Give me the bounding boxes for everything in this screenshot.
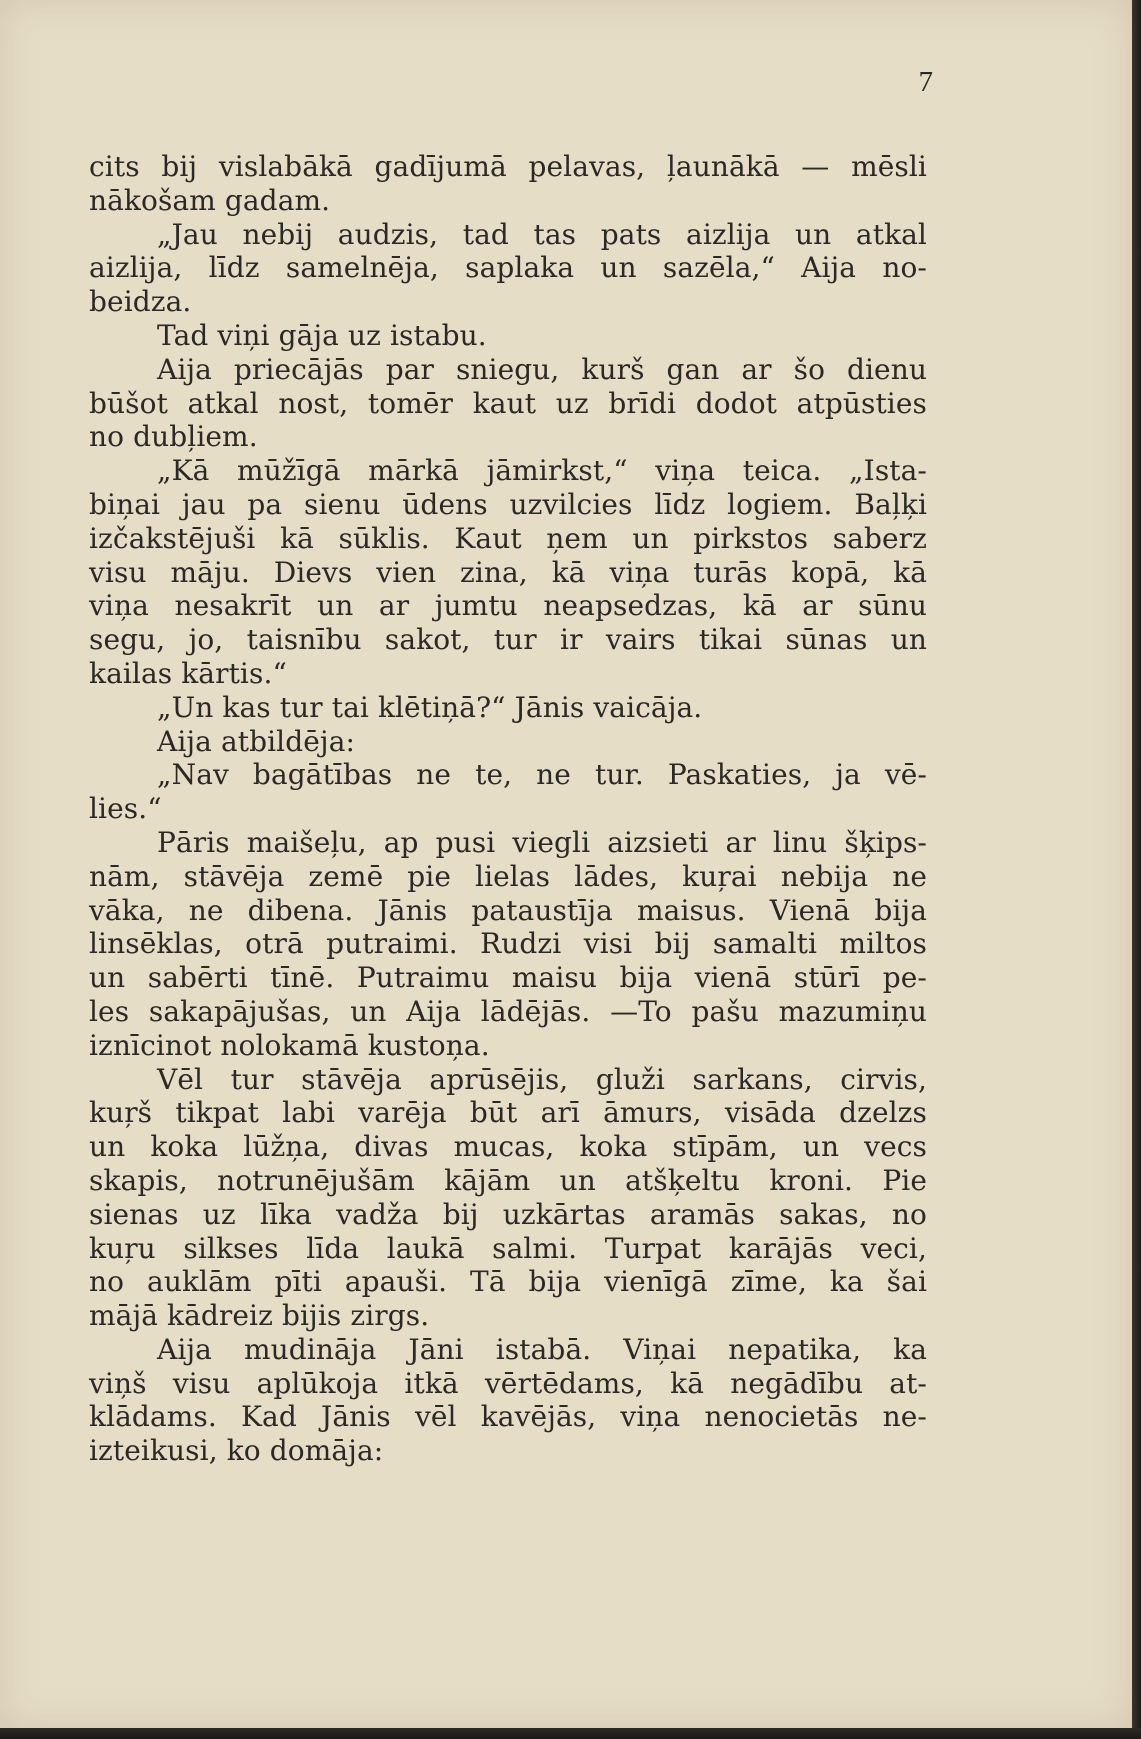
text-line: „Kā mūžīgā mārkā jāmirkst,“ viņa teica. „Ista- bbox=[157, 454, 927, 488]
text-line: aizlija, līdz samelnēja, saplaka un sazēla,“ Aija no- bbox=[89, 251, 927, 285]
text-line: būšot atkal nost, tomēr kaut uz brīdi dodot atpūsties bbox=[89, 386, 927, 420]
text-line: vāka, ne dibena. Jānis pataustīja maisus. Vienā bija bbox=[89, 893, 927, 927]
text-line: Aija mudināja Jāni istabā. Viņai nepatika, ka bbox=[157, 1332, 927, 1366]
text-line: Aija priecājās par sniegu, kurš gan ar šo dienu bbox=[157, 352, 927, 386]
text-line: izteikusi, ko domāja: bbox=[89, 1434, 384, 1468]
page-bottom-edge bbox=[0, 1728, 1141, 1739]
text-line: sienas uz līka vadža bij uzkārtas aramās sakas, no bbox=[89, 1197, 927, 1231]
text-line: visu māju. Dievs vien zina, kā viņa turās kopā, kā bbox=[89, 555, 927, 589]
text-line: izčakstējuši kā sūklis. Kaut ņem un pirkstos saberz bbox=[89, 521, 927, 555]
text-line: un koka lūžņa, divas mucas, koka stīpām, un vecs bbox=[89, 1130, 927, 1164]
page-edge bbox=[1132, 0, 1141, 1739]
text-line: Vēl tur stāvēja aprūsējis, gluži sarkans, cirvis, bbox=[157, 1062, 927, 1096]
text-line: segu, jo, taisnību sakot, tur ir vairs tikai sūnas un bbox=[89, 623, 927, 657]
text-line: kuŗš tikpat labi varēja būt arī āmurs, visāda dzelzs bbox=[89, 1096, 927, 1130]
text-line: beidza. bbox=[89, 285, 192, 319]
text-line: les sakapājušas, un Aija lādējās. —To pašu mazumiņu bbox=[89, 994, 927, 1028]
text-line: nām, stāvēja zemē pie lielas lādes, kuŗai nebija ne bbox=[89, 859, 927, 893]
text-line: kuŗu silkses līda laukā salmi. Turpat karājās veci, bbox=[89, 1231, 927, 1265]
body-text bbox=[89, 150, 927, 1468]
text-line: iznīcinot nolokamā kustoņa. bbox=[89, 1028, 490, 1062]
text-line: lies.“ bbox=[89, 792, 162, 826]
text-line: un sabērti tīnē. Putraimu maisu bija vienā stūrī pe- bbox=[89, 961, 927, 995]
text-line: „Jau nebij audzis, tad tas pats aizlija un atkal bbox=[157, 217, 927, 251]
text-line: skapis, notrunējušām kājām un atšķeltu kroni. Pie bbox=[89, 1163, 927, 1197]
text-line: klādams. Kad Jānis vēl kavējās, viņa nenocietās ne- bbox=[89, 1400, 927, 1434]
text-line: „Nav bagātības ne te, ne tur. Paskaties, ja vē- bbox=[157, 758, 927, 792]
text-line: nākošam gadam. bbox=[89, 183, 331, 217]
text-line: Pāris maišeļu, ap pusi viegli aizsieti ar linu šķips- bbox=[157, 825, 927, 859]
text-line: „Un kas tur tai klētiņā?“ Jānis vaicāja. bbox=[157, 690, 703, 724]
page-number: 7 bbox=[918, 66, 933, 98]
text-line: linsēklas, otrā putraimi. Rudzi visi bij samalti miltos bbox=[89, 927, 927, 961]
text-line: viņa nesakrīt un ar jumtu neapsedzas, kā ar sūnu bbox=[89, 589, 927, 623]
text-line: cits bij vislabākā gadījumā pelavas, ļaunākā — mēsli bbox=[89, 150, 927, 183]
text-line: kailas kārtis.“ bbox=[89, 656, 287, 690]
text-line: no dubļiem. bbox=[89, 420, 258, 454]
text-line: no auklām pīti apauši. Tā bija vienīgā zīme, ka šai bbox=[89, 1265, 927, 1299]
text-line: viņš visu aplūkoja itkā vērtēdams, kā negādību at- bbox=[89, 1366, 927, 1400]
text-line: Aija atbildēja: bbox=[157, 724, 356, 758]
text-line: mājā kādreiz bijis zirgs. bbox=[89, 1299, 430, 1333]
text-line: biņai jau pa sienu ūdens uzvilcies līdz logiem. Baļķi bbox=[89, 487, 927, 521]
text-line: Tad viņi gāja uz istabu. bbox=[157, 318, 487, 352]
